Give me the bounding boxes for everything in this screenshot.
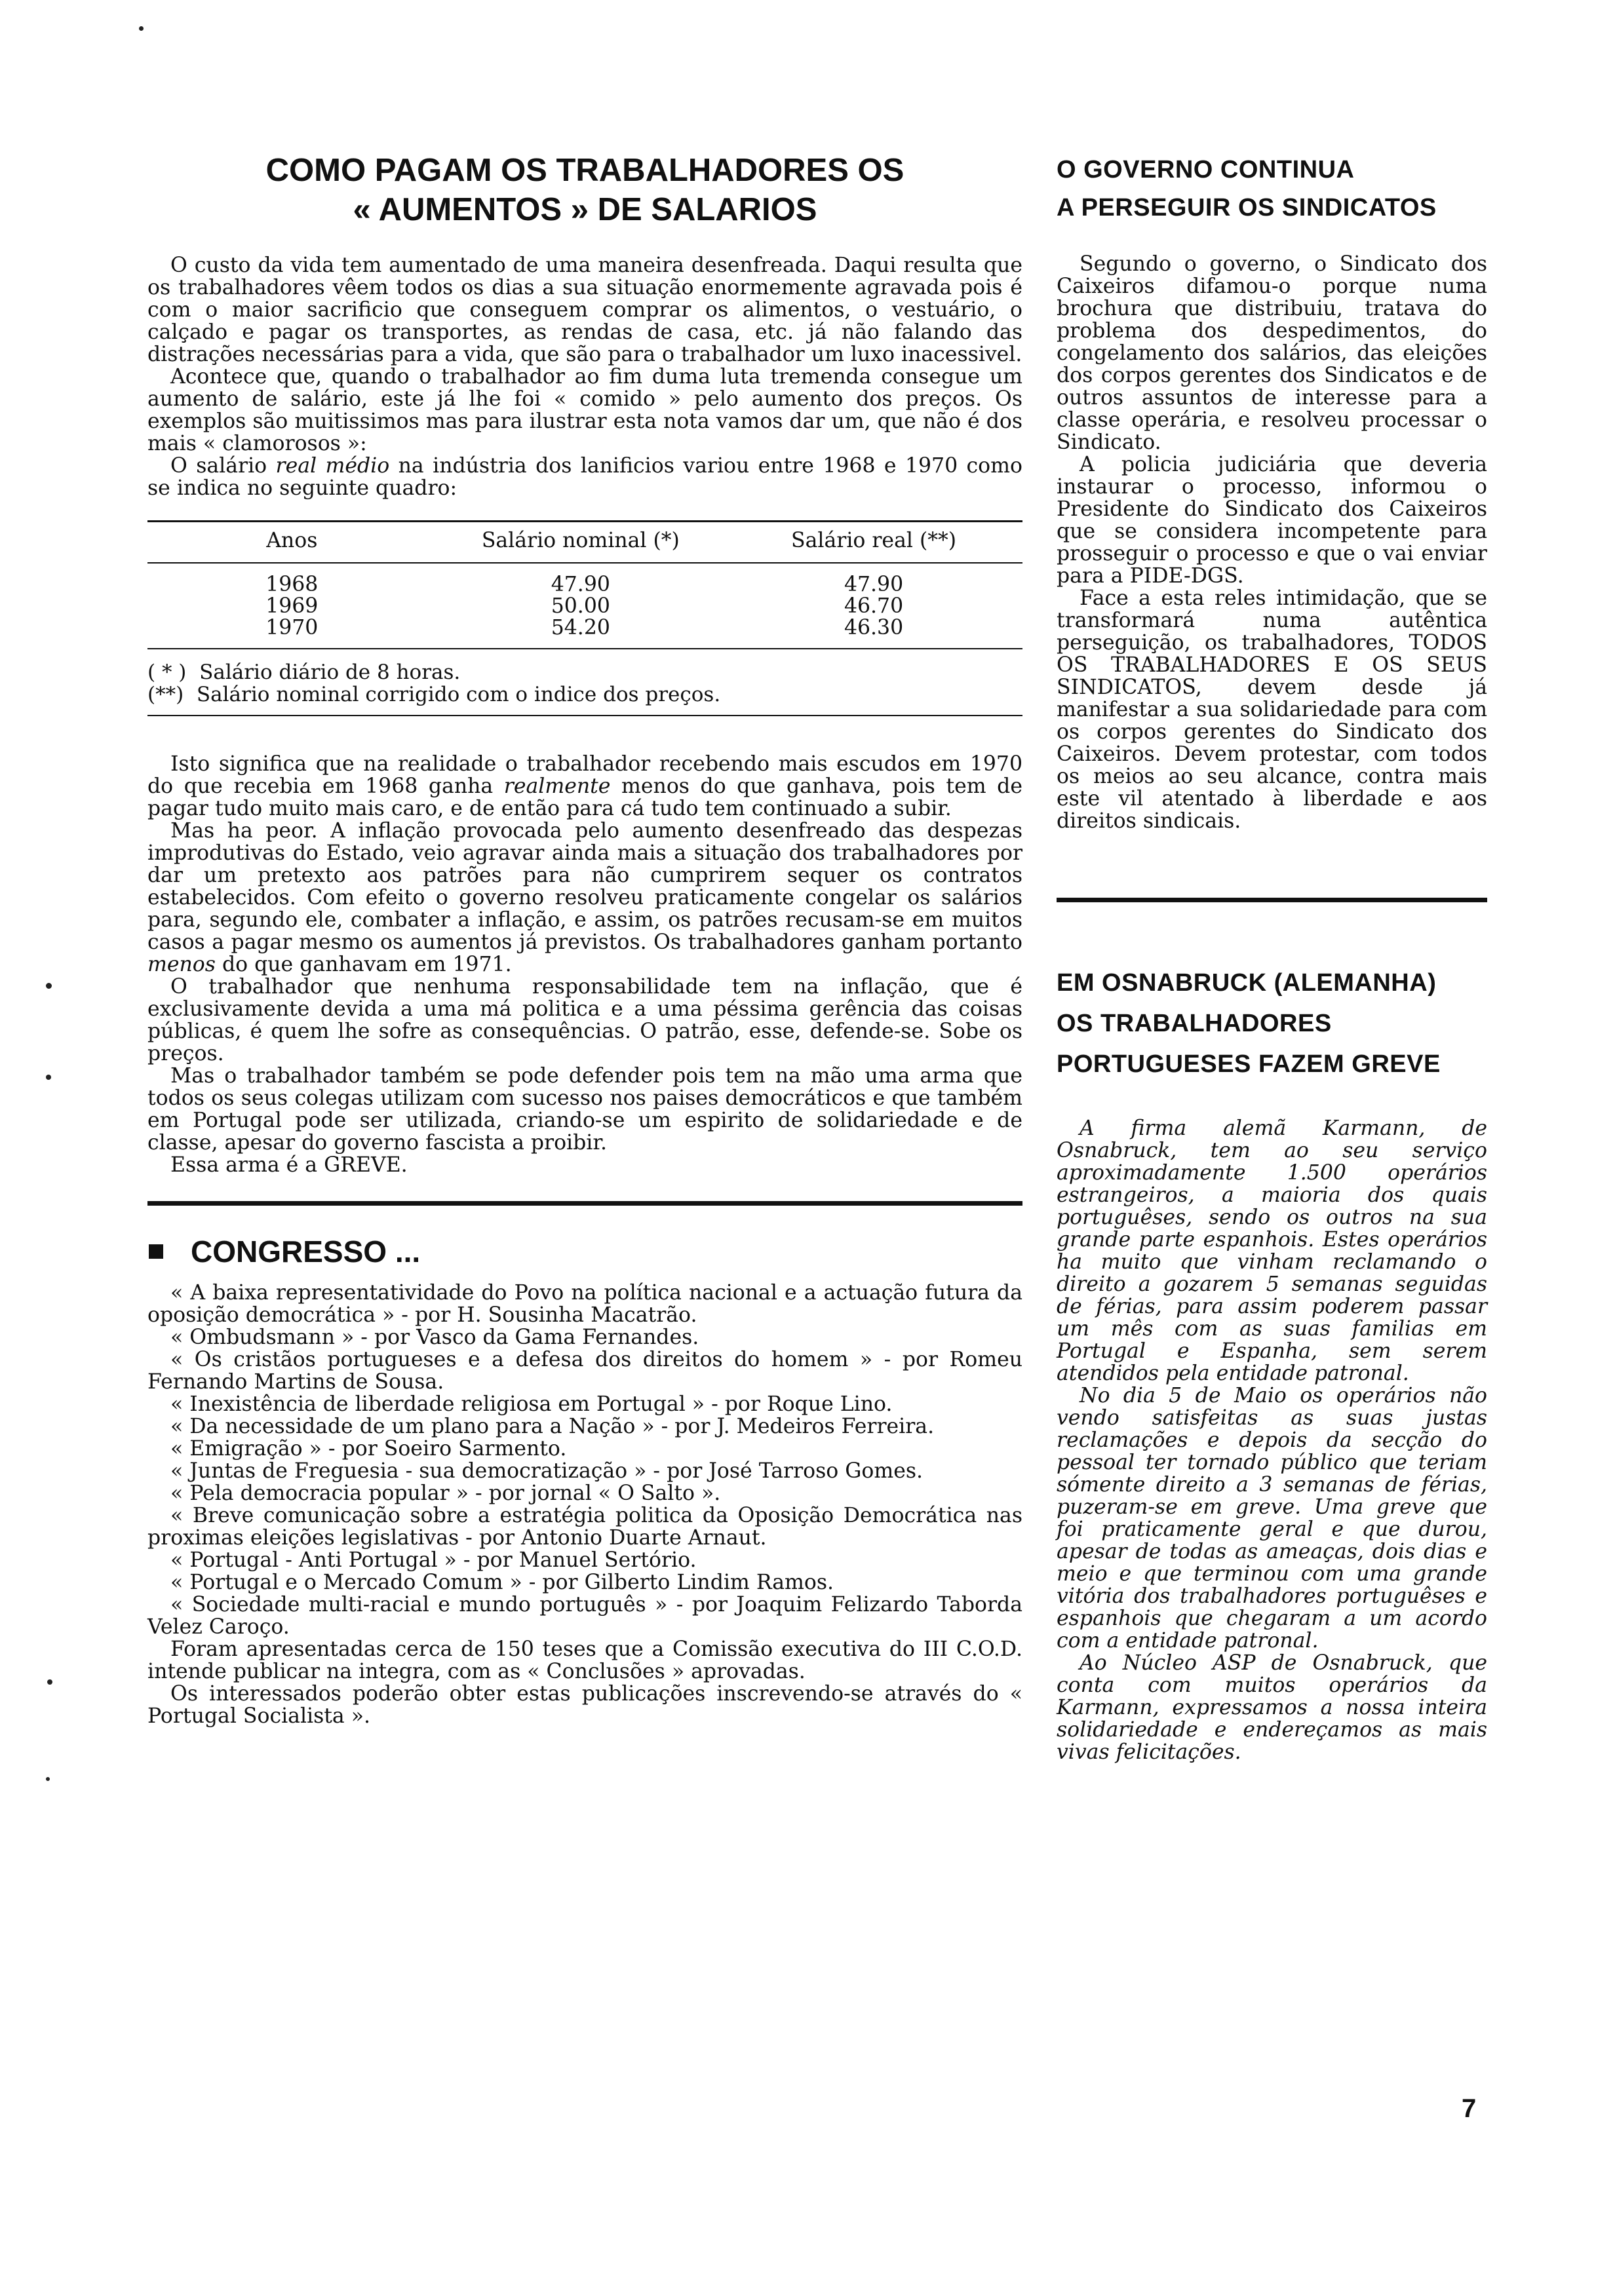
list-item: « Inexistência de liberdade religiosa em Portugal » - por Roque Lino. (170, 1392, 893, 1416)
table-row: 1968 47.90 47.90 (265, 573, 904, 596)
list-item: « Os cristãos portugueses e a defesa dos direitos do homem » - por Romeu Fernando Martins de Sousa. (147, 1348, 1022, 1394)
sidebar-bottom-title: EM OSNABRUCK (ALEMANHA) OS TRABALHADORES PORTUGUESES FAZEM GREVE (1057, 969, 1441, 1078)
congress-list (147, 1282, 1022, 1727)
header-nominal: Salário nominal (*) (481, 529, 680, 552)
table-row: 1969 50.00 46.70 (265, 594, 904, 618)
table-note-2: (**) Salário nominal corrigido com o indice dos preços. (147, 683, 721, 706)
table-notes (147, 661, 1022, 706)
header-real: Salário real (**) (791, 529, 957, 552)
congress-divider (147, 1201, 1022, 1206)
sidebar-column (1057, 151, 1487, 1763)
table-bottom-rule (147, 648, 1022, 649)
header-years: Anos (266, 529, 318, 552)
list-item: « Ombudsmann » - por Vasco da Gama Fernandes. (170, 1326, 699, 1349)
scan-speck (139, 26, 144, 31)
list-item: « Juntas de Freguesia - sua democratização » - por José Tarroso Gomes. (170, 1459, 924, 1483)
square-bullet-icon (149, 1244, 163, 1259)
sidebar-bottom-paragraph-3: Ao Núcleo ASP de Osnabruck, que conta com muitos operários da Karmann, expressamos a nossa inteira solidariedade e endereçamos as mais vivas felicitações. (1057, 1651, 1487, 1764)
congress-title: CONGRESSO ... (191, 1234, 421, 1269)
sidebar-bottom-paragraph-1: A firma alemã Karmann, de Osnabruck, tem ao seu serviço aproximadamente 1.500 operários estrangeiros, a maioria dos quais portuguêses, sendo os outros na sua grande parte espanhois. Estes operários ha muito que vinham reclamando o direito a gozarem 5 semanas seguidas de férias, para assim poderem passar um mês com as suas familias em Portugal e Espanha, sem serem atendidos pela entidade patronal. (1057, 1117, 1487, 1385)
main-paragraph-3: Isto significa que na realidade o trabalhador recebendo mais escudos em 1970 do que recebia em 1968 ganha realmente menos do que ganhava, pois tem de pagar tudo muito mais caro, e de então para cá tudo tem continuado a subir. (147, 752, 1022, 820)
scan-speck (46, 983, 52, 989)
sidebar-top-title: O GOVERNO CONTINUA A PERSEGUIR OS SINDICATOS (1057, 156, 1437, 221)
sidebar-top-paragraph-2: A policia judiciária que deveria instaurar o processo, informou o Presidente do Sindicato dos Caixeiros que se considera incompetente para prosseguir o processo e que o vai enviar para a PIDE-DGS. (1057, 453, 1487, 588)
list-item: « Breve comunicação sobre a estratégia politica da Oposição Democrática nas proximas eleições legislativas - por Antonio Duarte Arnaut. (147, 1504, 1022, 1550)
main-column (147, 151, 1022, 1727)
main-paragraph-2: Acontece que, quando o trabalhador ao fim duma luta tremenda consegue um aumento de salário, este já lhe foi « comido » pelo aumento dos preços. Os exemplos são muitissimos mas para ilustrar esta nota vamos dar um, que não é dos mais « clamorosos »: (147, 365, 1022, 455)
list-item: « A baixa representatividade do Povo na política nacional e a actuação futura da oposição democrática » - por H. Sousinha Macatrão. (147, 1281, 1022, 1327)
scan-speck (46, 1075, 51, 1080)
main-title-line-1: COMO PAGAM OS TRABALHADORES OS (265, 153, 905, 188)
scan-speck (46, 1777, 50, 1781)
table-note-1: ( * ) Salário diário de 8 horas. (147, 660, 461, 684)
sidebar-top-paragraph-3: Face a esta reles intimidação, que se transformará numa autêntica perseguição, os trabalhadores, TODOS OS TRABALHADORES E OS SEUS SINDICATOS, devem desde já manifestar a sua solidariedade para com os corpos gerentes do Sindicato dos Caixeiros. Devem protestar, com todos os meios ao seu alcance, contra mais este vil atentado à liberdade e aos direitos sindicais. (1057, 586, 1487, 833)
sidebar-bottom-paragraph-2: No dia 5 de Maio os operários não vendo satisfeitas as suas justas reclamações e depois da secção do pessoal ter tornado público que teriam sómente direito a 3 semanas de férias, puzeram-se em greve. Uma greve que foi praticamente geral e que durou, apesar de todas as ameaças, dois dias e meio e que terminou com uma grande vitória dos trabalhadores portuguêses e espanhois que chegaram a um acordo com a entidade patronal. (1057, 1384, 1487, 1653)
list-item: « Emigração » - por Soeiro Sarmento. (170, 1437, 567, 1461)
main-article-title (147, 151, 1022, 229)
list-item: « Da necessidade de um plano para a Nação » - por J. Medeiros Ferreira. (170, 1415, 935, 1438)
list-item: Os interessados poderão obter estas publicações inscrevendo-se através do « Portugal Socialista ». (147, 1682, 1022, 1728)
salary-table-block (147, 520, 1022, 716)
list-item: « Portugal - Anti Portugal » - por Manuel Sertório. (170, 1548, 697, 1572)
main-paragraph-7: Essa arma é a GREVE. (170, 1153, 408, 1177)
main-title-line-2: « AUMENTOS » DE SALARIOS (353, 192, 817, 227)
list-item: « Pela democracia popular » - por jornal « O Salto ». (170, 1482, 721, 1505)
main-paragraph-4: Mas ha peor. A inflação provocada pelo aumento desenfreado das despezas improdutivas do Estado, veio agravar ainda mais a situação dos trabalhadores por dar um pretexto aos patrões para não cumprirem sequer os contratos estabelecidos. Com efeito o governo resolveu praticamente congelar os salários para, segundo ele, combater a inflação, e assim, os patrões recusam-se em muitos casos a pagar mesmo os aumentos já previstos. Os trabalhadores ganham portanto menos do que ganhavam em 1971. (147, 819, 1022, 976)
list-item: « Portugal e o Mercado Comum » - por Gilberto Lindim Ramos. (170, 1571, 834, 1594)
main-paragraph-intro: O salário real médio na indústria dos lanificios variou entre 1968 e 1970 como se indica no seguinte quadro: (147, 454, 1022, 500)
intro-emphasis: real médio (275, 454, 390, 478)
sidebar-divider (1057, 898, 1487, 902)
scan-speck (47, 1679, 52, 1685)
table-header-row (147, 522, 1022, 562)
table-row: 1970 54.20 46.30 (265, 616, 904, 640)
main-paragraph-1: O custo da vida tem aumentado de uma maneira desenfreada. Daqui resulta que os trabalhadores vêem todos os dias a sua situação enormemente agravada pois é com o maior sacrificio que conseguem comprar os alimentos, o vestuário, o calçado e pagar os transportes, as rendas de casa, etc. já não falando das distrações necessárias para a vida, que são para o trabalhador um luxo inacessivel. (147, 254, 1022, 366)
list-item: Foram apresentadas cerca de 150 teses que a Comissão executiva do III C.O.D. intende publicar na integra, com as « Conclusões » aprovadas. (147, 1637, 1022, 1683)
salary-table-body (147, 574, 1022, 639)
salary-table (147, 522, 1022, 562)
congress-heading (147, 1233, 1022, 1270)
list-item: « Sociedade multi-racial e mundo português » - por Joaquim Felizardo Taborda Velez Caroço. (147, 1593, 1022, 1639)
main-paragraph-5: O trabalhador que nenhuma responsabilidade tem na inflação, que é exclusivamente devida a uma má politica e a uma péssima gerência das coisas públicas, é quem lhe sofre as consequências. O patrão, esse, defende-se. Sobe os preços. (147, 975, 1022, 1065)
main-paragraph-6: Mas o trabalhador também se pode defender pois tem na mão uma arma que todos os seus colegas utilizam com sucesso nos paises democráticos e que também em Portugal pode ser utilizada, criando-se um espirito de solidariedade e de classe, apesar do governo fascista a proibir. (147, 1064, 1022, 1155)
table-header-rule (147, 562, 1022, 564)
page-number: 7 (1462, 2094, 1477, 2123)
sidebar-top-paragraph-1: Segundo o governo, o Sindicato dos Caixeiros difamou-o porque numa brochura que distribuiu, tratava do problema dos despedimentos, do congelamento dos salários, das eleições dos corpos gerentes dos Sindicatos e de outros assuntos de interesse para a classe operária, e resolveu processar o Sindicato. (1057, 252, 1487, 454)
